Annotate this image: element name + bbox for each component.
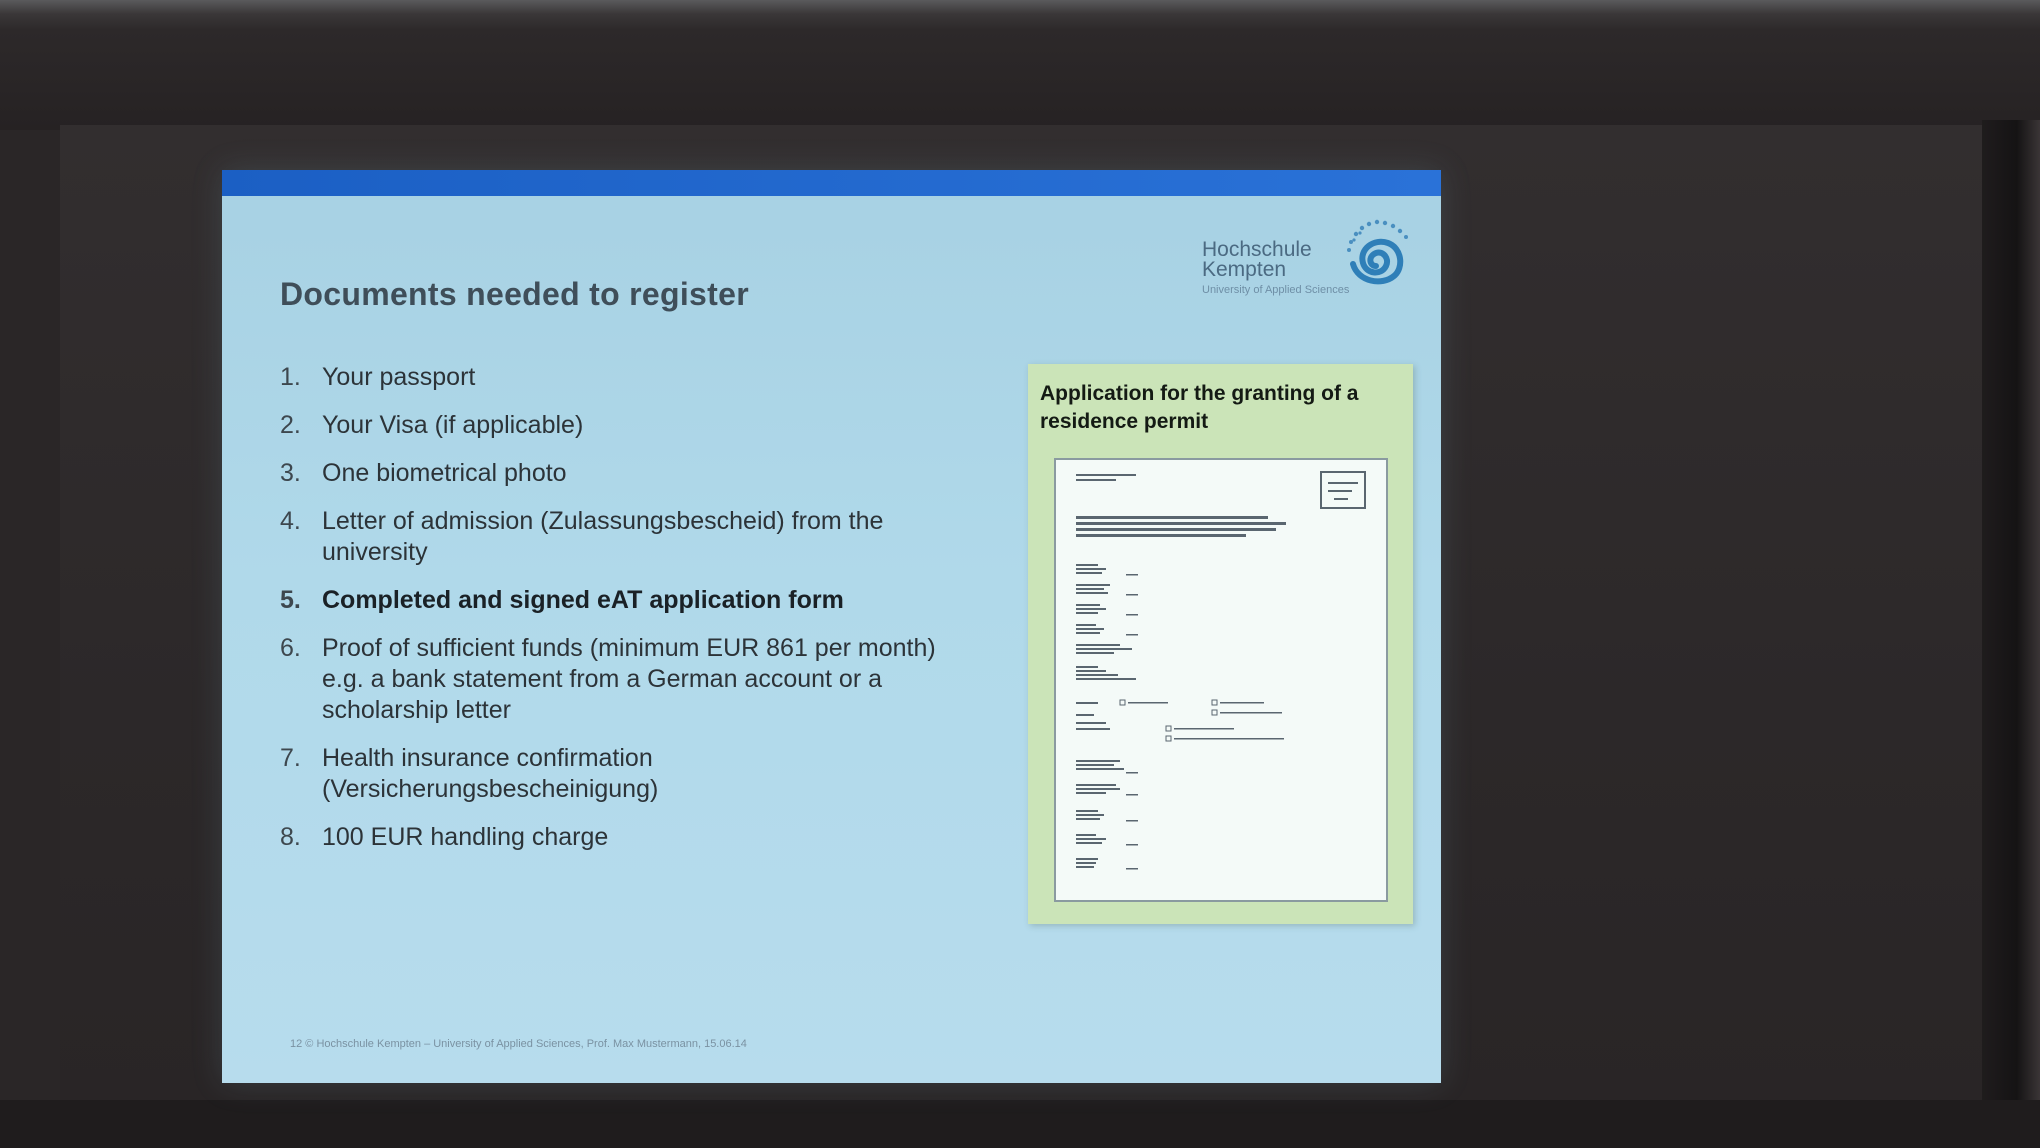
logo-name-line1: Hochschule — [1202, 238, 1312, 261]
list-item — [280, 458, 980, 489]
item-text: 100 EUR handling charge — [322, 823, 609, 851]
form-thumbnail — [1054, 458, 1388, 902]
list-item — [280, 822, 980, 853]
spiral-logo-icon — [1330, 216, 1420, 296]
list-item — [280, 743, 980, 805]
slide-header-bar — [222, 170, 1441, 196]
item-number: 7. — [280, 744, 301, 772]
list-item — [280, 362, 980, 393]
panel-title: Application for the granting of a residence permit — [1040, 382, 1359, 433]
item-number: 5. — [280, 586, 301, 614]
slide-title: Documents needed to register — [280, 276, 749, 312]
item-text: Health insurance confirmation (Versicherungsbescheinigung) — [322, 744, 659, 803]
list-item — [280, 633, 980, 726]
item-number: 1. — [280, 363, 301, 391]
item-text: Letter of admission (Zulassungsbescheid) from the university — [322, 507, 884, 566]
screen-edge — [1982, 120, 2040, 1120]
list-item — [280, 410, 980, 441]
slide-footer: 12 © Hochschule Kempten – University of Applied Sciences, Prof. Max Mustermann, 15.06.14 — [290, 1038, 747, 1050]
item-text: Completed and signed eAT application form — [322, 586, 844, 614]
university-logo — [1202, 214, 1422, 314]
logo-name-line2: Kempten — [1202, 258, 1287, 281]
item-number: 4. — [280, 507, 301, 535]
list-item-highlighted — [280, 585, 980, 616]
documents-list — [280, 362, 980, 870]
item-number: 6. — [280, 634, 301, 662]
item-text: Your Visa (if applicable) — [322, 411, 584, 439]
item-number: 2. — [280, 411, 301, 439]
presentation-slide — [222, 170, 1441, 1083]
room-floor — [0, 1100, 2040, 1148]
list-item — [280, 506, 980, 568]
item-number: 8. — [280, 823, 301, 851]
form-document-icon — [1056, 460, 1386, 900]
logo-name — [1202, 240, 1312, 280]
application-form-panel — [1028, 364, 1413, 924]
item-text: One biometrical photo — [322, 459, 567, 487]
item-number: 3. — [280, 459, 301, 487]
item-text: Proof of sufficient funds (minimum EUR 861 per month) e.g. a bank statement from a German account or a scholarship letter — [322, 634, 936, 724]
room-ceiling — [0, 0, 2040, 130]
logo-tagline: University of Applied Sciences — [1202, 284, 1350, 296]
item-text: Your passport — [322, 363, 476, 391]
